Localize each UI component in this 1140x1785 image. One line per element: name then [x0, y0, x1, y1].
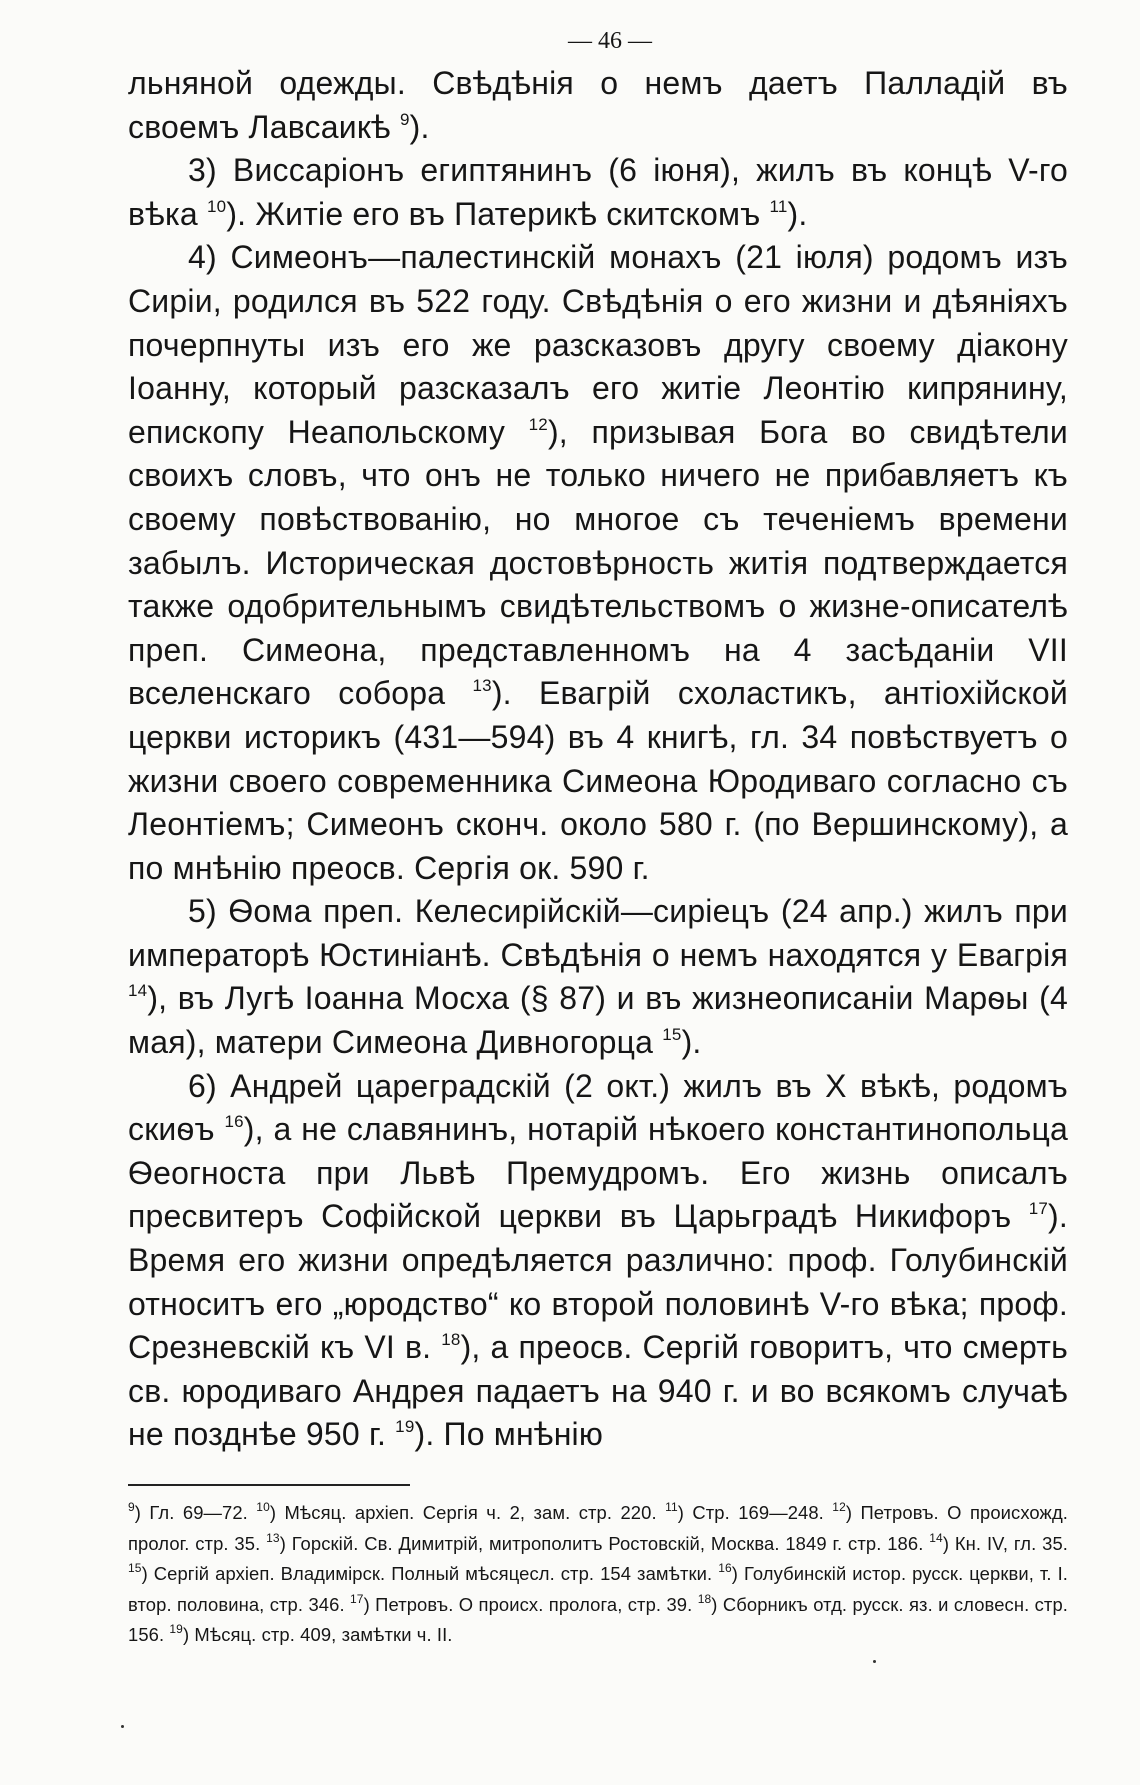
footnote-ref: 11	[665, 1500, 678, 1514]
footnote-ref: 14	[929, 1530, 943, 1545]
paragraph-vissarion	[128, 149, 1068, 236]
paragraph-simeon	[128, 236, 1068, 890]
footnote-ref: 19	[395, 1417, 415, 1437]
text-run: ) Горскій. Св. Димитрій, митрополитъ Ростовскій, Москва. 1849 г. стр. 186.	[279, 1532, 930, 1554]
footnote-ref: 14	[128, 981, 148, 1001]
footnotes	[128, 1498, 1068, 1651]
text-run: ) Мѣсяц. стр. 409, замѣтки ч. II.	[182, 1624, 453, 1645]
text-run: ). Житіе его въ Патерикѣ скитскомъ	[226, 195, 770, 232]
paragraph-andrey	[128, 1065, 1068, 1457]
text-run: ) Голубинскій истор. русск. церкви, т. I. втор. половина, стр. 346.	[128, 1563, 1068, 1615]
footnote-ref: 9	[128, 1500, 135, 1514]
text-run: ).	[409, 108, 430, 145]
footnote-ref: 13	[472, 676, 492, 696]
text-run: ) Сергій архіеп. Владимірск. Полный мѣсяцесл. стр. 154 замѣтки.	[141, 1563, 719, 1584]
text-run: ) Сборникъ отд. русск. яз. и словесн. стр. 156.	[128, 1593, 1068, 1645]
footnote-ref: 10	[256, 1500, 270, 1514]
footnote-ref: 10	[207, 196, 227, 216]
text-run: 3) Виссаріонъ египтянинъ (6 іюня), жилъ въ концѣ V-го вѣка	[128, 152, 1068, 232]
text-run: ) Кн. IV, гл. 35.	[942, 1532, 1068, 1554]
text-run: ), а преосв. Сергій говоритъ, что смерть св. юродиваго Андрея падаетъ на 940 г. и во всякомъ случаѣ не позднѣе 950 г.	[128, 1329, 1069, 1453]
text-run: 5) Ѳома преп. Келесирійскій—сиріецъ (24 апр.) жилъ при императорѣ Юстиніанѣ. Свѣдѣнія о немъ находятся у Евагрія	[128, 893, 1068, 973]
footnote-ref: 18	[441, 1330, 461, 1350]
text-run: ), въ Лугѣ Іоанна Мосха (§ 87) и въ жизнеописаніи Марѳы (4 мая), матери Симеона Дивногорца	[128, 980, 1068, 1061]
footnote-ref: 9	[399, 109, 410, 129]
footnote-ref: 17	[1028, 1199, 1049, 1219]
print-speck	[873, 1660, 876, 1663]
text-run: ), а не славянинъ, нотарій нѣкоего константинопольца Ѳеогноста при Львѣ Премудромъ. Его жизнь описалъ пресвитеръ Софійской церкви въ Царьградѣ Никифоръ	[128, 1111, 1068, 1235]
paragraph-foma	[128, 890, 1068, 1064]
text-run: ).	[681, 1024, 702, 1061]
text-run: ) Петровъ. О происхожд. пролог. стр. 35.	[128, 1502, 1068, 1554]
footnote-ref: 15	[128, 1561, 142, 1575]
text-run: 4) Симеонъ—палестинскій монахъ (21 іюля) родомъ изъ Сиріи, родился въ 522 году. Свѣдѣнія о его жизни и дѣяніяхъ почерпнуты изъ его же разсказовъ другу своему діакону Іоанну, который разсказалъ его житіе Леонтію кипрянину, епископу Неапольскому	[128, 239, 1068, 450]
footnote-ref: 15	[662, 1025, 682, 1045]
footnote-ref: 12	[832, 1500, 846, 1514]
text-run: ) Мѣсяц. архіеп. Сергія ч. 2, зам. стр. 220.	[269, 1502, 666, 1523]
text-run: ). Евагрій схоластикъ, антіохійской церкви историкъ (431—594) въ 4 книгѣ, гл. 34 повѣствуетъ о жизни своего современника Симеона Юродиваго согласно съ Леонтіемъ; Симеонъ сконч. около 580 г. (по Вершинскому), а по мнѣнію преосв. Сергія ок. 590 г.	[128, 675, 1068, 886]
page	[128, 22, 1068, 1651]
text-run: льняной одежды. Свѣдѣнія о немъ даетъ Палладій въ своемъ Лавсаикѣ	[128, 65, 1068, 145]
text-run: ). Время его жизни опредѣляется различно: проф. Голубинскій относитъ его „юродство“ ко второй половинѣ V-го вѣка; проф. Срезневскій къ VI в.	[128, 1198, 1068, 1366]
text-run: ).	[787, 195, 808, 232]
text-run: 6) Андрей цареградскій (2 окт.) жилъ въ X вѣкѣ, родомъ скиѳъ	[128, 1067, 1068, 1148]
text-run: ) Гл. 69—72.	[134, 1502, 257, 1523]
footnote-ref: 16	[718, 1561, 732, 1575]
footnote-divider	[128, 1484, 410, 1486]
footnote-ref: 11	[769, 196, 788, 216]
print-speck	[121, 1725, 124, 1728]
text-run: ) Петровъ. О происх. пролога, стр. 39.	[363, 1593, 698, 1615]
text-run: ) Стр. 169—248.	[677, 1502, 833, 1523]
body-text	[128, 62, 1068, 1457]
text-run: ), призывая Бога во свидѣтели своихъ словъ, что онъ не только ничего не прибавляетъ къ своему повѣствованію, но многое съ теченіемъ времени забылъ. Историческая достовѣрность житія подтверждается также одобрительнымъ свидѣтельствомъ о жизне-описателѣ преп. Симеона, представленномъ на 4 засѣданіи VII вселенскаго собора	[128, 413, 1068, 712]
paragraph-continuation	[128, 62, 1068, 149]
page-number: — 46 —	[568, 28, 652, 54]
footnote-ref: 12	[528, 414, 548, 434]
text-run: ). По мнѣнію	[414, 1416, 604, 1453]
footnote-ref: 13	[266, 1530, 280, 1545]
footnote-ref: 19	[169, 1622, 183, 1636]
footnote-ref: 16	[224, 1112, 244, 1132]
footnote-ref: 17	[350, 1591, 364, 1606]
footnote-ref: 18	[697, 1591, 712, 1606]
